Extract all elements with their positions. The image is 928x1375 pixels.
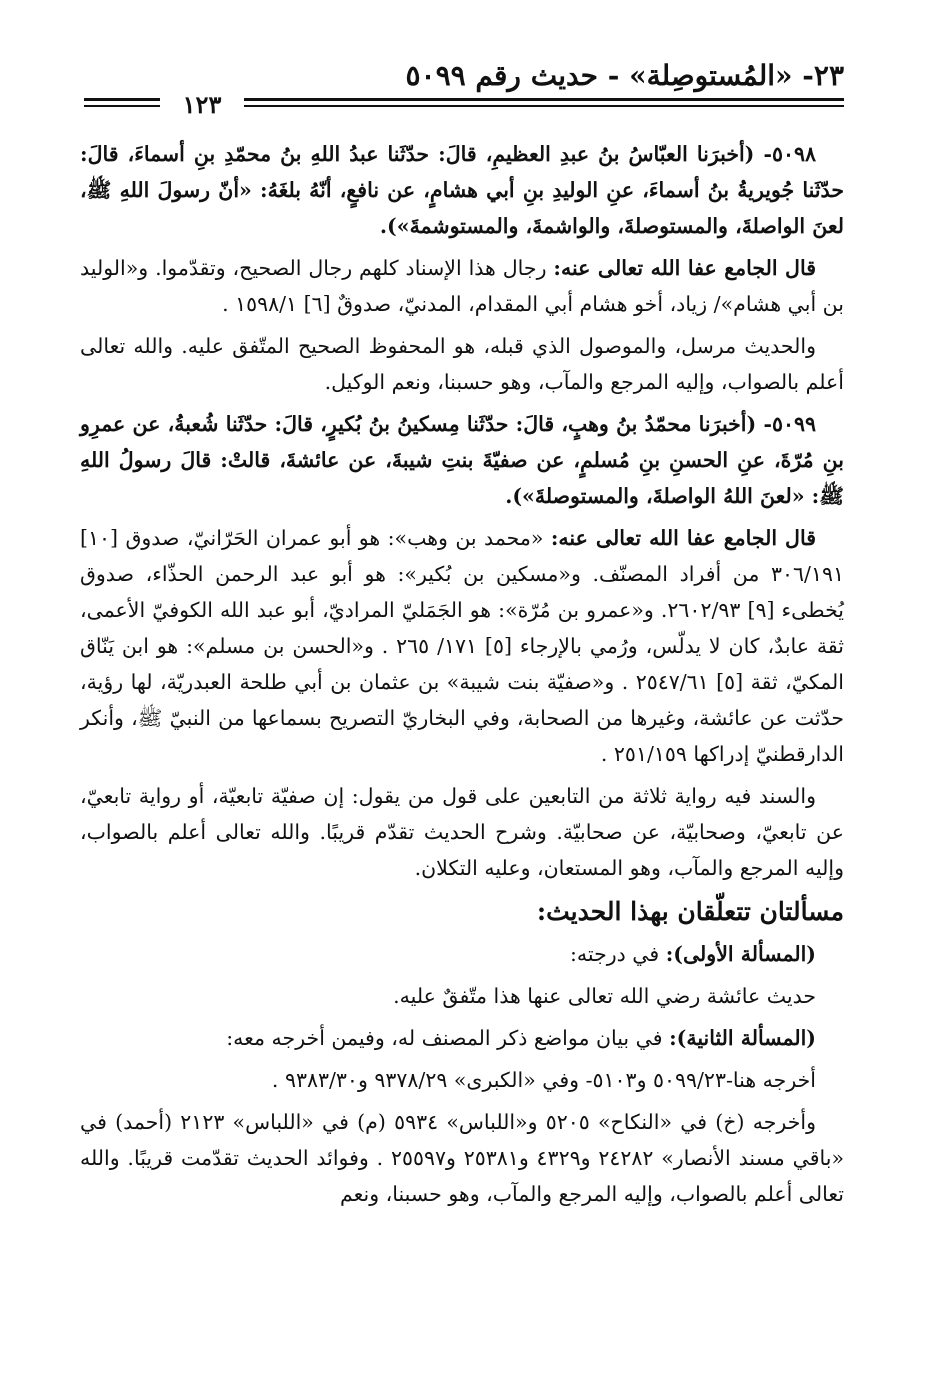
commentary-label: قال الجامع عفا الله تعالى عنه:	[553, 256, 816, 280]
header-rule	[84, 98, 160, 101]
section-heading: مسألتان تتعلّقان بهذا الحديث:	[536, 897, 844, 926]
hadith-5099: ٥٠٩٩- (أخبرَنا محمّدُ بنُ وهبٍ، قالَ: حدّثَنا مِسكينُ بنُ بُكيرٍ، قالَ: حدّثَنا شُعبةُ، عن عمرِو بنِ مُرّةَ، عنِ الحسنِ بنِ مُسلمٍ، عن صفيّةَ بنتِ شيبةَ، عن عائشةَ، قالتْ: قالَ رسولُ اللهِ ﷺ: «لعنَ اللهُ الواصلةَ، والمستوصلةَ»).	[80, 412, 844, 508]
commentary-text: رجال هذا الإسناد كلهم رجال الصحيح، وتقدّموا. و«الوليد بن أبي هشام»/ زياد، أخو هشام أبي المقدام، المدنيّ، صدوقٌ [٦] ١٥٩٨/١ .	[80, 256, 844, 316]
commentary-paragraph	[80, 250, 844, 322]
commentary-text: «محمد بن وهب»: هو أبو عمران الحَرّانيّ، صدوق [١٠] ٣٠٦/١٩١ من أفراد المصنّف. و«مسكين بن بُكير»: هو أبو عبد الرحمن الحذّاء، صدوق يُخطىء [٩] ٢٦٠٢/٩٣. و«عمرو بن مُرّة»: هو الجَمَليّ المراديّ، أبو عبد الله الكوفيّ الأعمى، ثقة عابدٌ، كان لا يدلّس، ورُمي بالإرجاء [٥] ١٧١/ ٢٦٥ . و«الحسن بن مسلم»: هو ابن يَنّاق المكيّ، ثقة [٥] ٢٥٤٧/٦١ . و«صفيّة بنت شيبة» بن عثمان بن أبي طلحة العبدريّة، لها رؤية، حدّثت عن عائشة، وغيرها من الصحابة، وفي البخاريّ التصريح بسماعها من النبيّ ﷺ، وأنكر الدارقطنيّ إدراكها ٢٥١/١٥٩ .	[80, 526, 845, 766]
commentary-label: قال الجامع عفا الله تعالى عنه:	[550, 526, 816, 550]
header-rule	[84, 105, 160, 107]
header-rule	[244, 98, 844, 101]
issue-body: حديث عائشة رضي الله تعالى عنها هذا متّفقٌ عليه.	[393, 984, 816, 1008]
page-number: ١٢٣	[164, 92, 240, 118]
header-rule	[244, 105, 844, 107]
issue-body: أخرجه هنا-٥٠٩٩/٢٣ و٥١٠٣- وفي «الكبرى» ٩٣٧٨/٢٩ و٩٣٨٣/٣٠ .	[271, 1068, 816, 1092]
issue-text: في درجته:	[569, 942, 666, 966]
issue-label: (المسألة الأولى):	[665, 942, 816, 966]
issue-heading	[80, 936, 844, 972]
chapter-title: ٢٣- «المُستوصِلة» - حديث رقم ٥٠٩٩	[405, 59, 844, 92]
hadith-5098: ٥٠٩٨- (أخبرَنا العبّاسُ بنُ عبدِ العظيمِ، قالَ: حدّثَنا عبدُ اللهِ بنُ محمّدِ بنِ أسماءَ، قالَ: حدّثَنا جُويريةُ بنُ أسماءَ، عنِ الوليدِ بنِ أبي هشامٍ، عن نافعٍ، أنّهُ بلغَهُ: «أنّ رسولَ اللهِ ﷺ، لعنَ الواصلةَ، والمستوصلةَ، والواشمةَ، والمستوشمةَ»).	[80, 142, 844, 238]
commentary-paragraph	[80, 520, 844, 772]
issue-body: وأخرجه (خ) في «النكاح» ٥٢٠٥ و«اللباس» ٥٩٣٤ (م) في «اللباس» ٢١٢٣ (أحمد) في «باقي مسند الأنصار» ٢٤٢٨٢ و٤٣٢٩ و٢٥٣٨١ و٢٥٥٩٧ . وفوائد الحديث تقدّمت قريبًا. والله تعالى أعلم بالصواب، وإليه المرجع والمآب، وهو حسبنا، ونعم	[80, 1110, 844, 1206]
page-header	[84, 58, 844, 119]
issue-label: (المسألة الثانية):	[669, 1026, 816, 1050]
commentary-paragraph: والحديث مرسل، والموصول الذي قبله، هو المحفوظ الصحيح المتّفق عليه. والله تعالى أعلم بالصواب، وإليه المرجع والمآب، وهو حسبنا، ونعم الوكيل.	[80, 334, 844, 394]
page-body	[80, 136, 844, 1218]
commentary-paragraph: والسند فيه رواية ثلاثة من التابعين على قول من يقول: إن صفيّة تابعيّة، أو رواية تابعيّ، عن تابعيّ، وصحابيّة، عن صحابيّة. وشرح الحديث تقدّم قريبًا. والله تعالى أعلم بالصواب، وإليه المرجع والمآب، وهو المستعان، وعليه التكلان.	[80, 784, 844, 880]
issue-heading	[80, 1020, 844, 1056]
issue-text: في بيان مواضع ذكر المصنف له، وفيمن أخرجه معه:	[226, 1026, 670, 1050]
